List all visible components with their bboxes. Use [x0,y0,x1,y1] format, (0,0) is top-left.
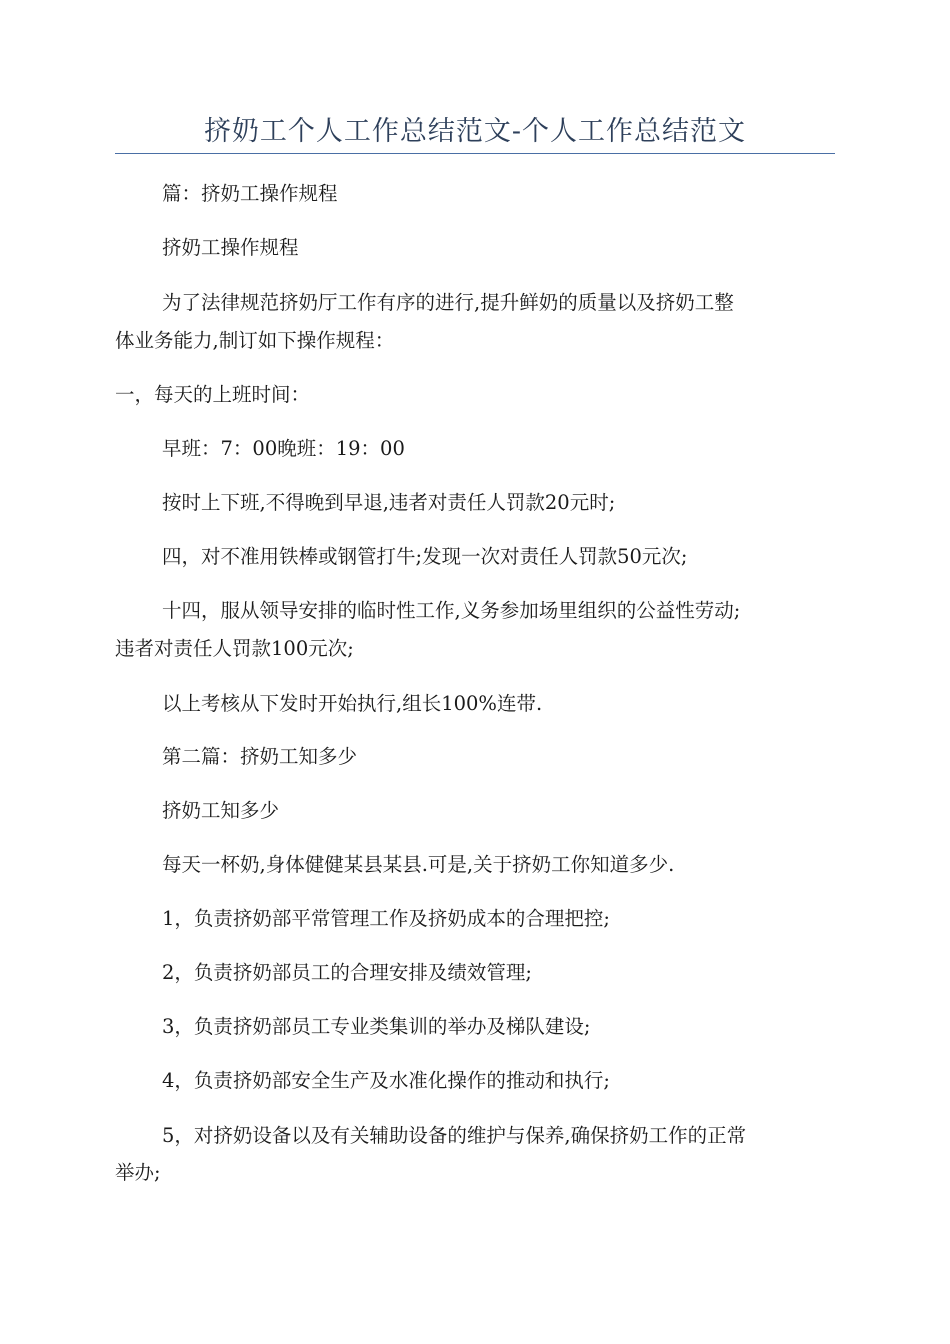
title-underline [115,153,835,154]
paragraph-line: 一，每天的上班时间： [115,383,311,406]
paragraph-line: 挤奶工知多少 [162,799,280,822]
document-title: 挤奶工个人工作总结范文-个人工作总结范文 [203,116,747,147]
paragraph-line: 挤奶工操作规程 [162,236,299,259]
paragraph-line: 5，对挤奶设备以及有关辅助设备的维护与保养,确保挤奶工作的正常 [162,1124,747,1147]
paragraph-line: 篇：挤奶工操作规程 [162,182,338,205]
paragraph-line: 2，负责挤奶部员工的合理安排及绩效管理; [162,961,532,984]
paragraph-line: 体业务能力,制订如下操作规程： [115,329,395,352]
paragraph-line: 3，负责挤奶部员工专业类集训的举办及梯队建设; [162,1015,591,1038]
paragraph-line: 四，对不准用铁棒或钢管打牛;发现一次对责任人罚款50元次; [162,545,688,568]
paragraph-line: 违者对责任人罚款100元次; [115,637,354,660]
paragraph-line: 为了法律规范挤奶厅工作有序的进行,提升鲜奶的质量以及挤奶工整 [162,291,734,314]
paragraph-line: 十四，服从领导安排的临时性工作,义务参加场里组织的公益性劳动; [162,599,741,622]
paragraph-line: 早班：7：00晚班：19：00 [162,437,405,460]
paragraph-line: 4，负责挤奶部安全生产及水准化操作的推动和执行; [162,1069,610,1092]
paragraph-line: 按时上下班,不得晚到早退,违者对责任人罚款20元时; [162,491,616,514]
paragraph-line: 举办; [115,1161,161,1184]
paragraph-line: 第二篇：挤奶工知多少 [162,745,358,768]
paragraph-line: 以上考核从下发时开始执行,组长100%连带. [162,692,543,715]
paragraph-line: 每天一杯奶,身体健健某县某县.可是,关于挤奶工你知道多少. [162,853,675,876]
paragraph-line: 1，负责挤奶部平常管理工作及挤奶成本的合理把控; [162,907,610,930]
